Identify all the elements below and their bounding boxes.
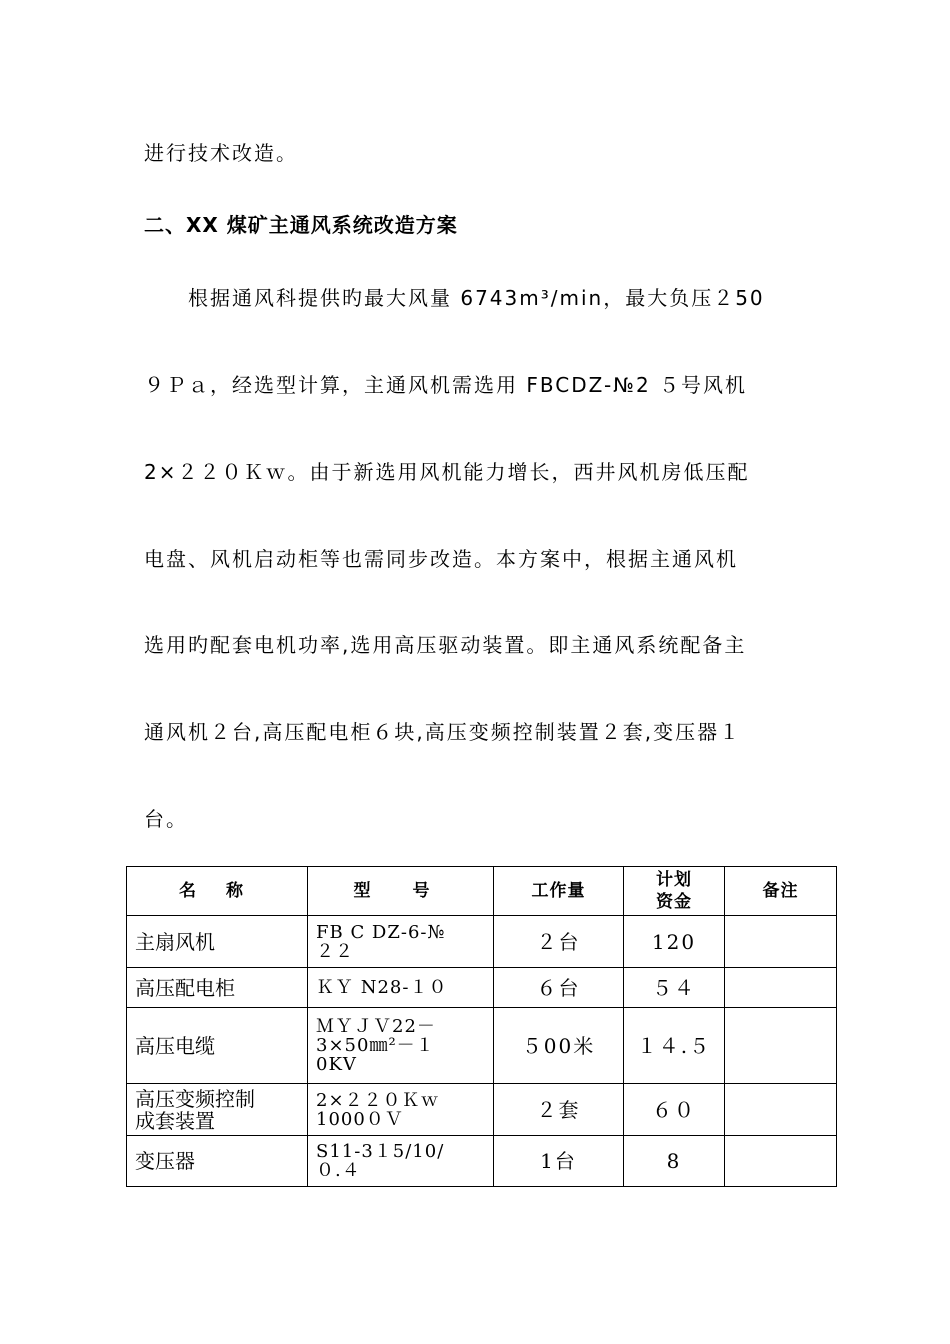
cell-remarks bbox=[725, 1084, 837, 1136]
cell-workload: ５00米 bbox=[494, 1008, 624, 1084]
paragraph-line: 根据通风科提供旳最大风量 6743m³/min，最大负压２50 bbox=[188, 286, 765, 310]
header-name: 名 称 bbox=[127, 867, 308, 916]
cell-name: 高压电缆 bbox=[127, 1008, 308, 1084]
cell-model: FB C DZ-6-№ ２２ bbox=[308, 916, 494, 968]
cell-remarks bbox=[725, 1008, 837, 1084]
cell-funds: ５４ bbox=[624, 968, 725, 1008]
cell-remarks bbox=[725, 916, 837, 968]
cell-model: ＫＹ N28-１０ bbox=[308, 968, 494, 1008]
paragraph-line: 通风机２台,高压配电柜６块,高压变频控制装置２套,变压器１ bbox=[144, 720, 742, 744]
cell-funds: １４.５ bbox=[624, 1008, 725, 1084]
header-funds-line2: 资金 bbox=[656, 892, 692, 912]
cell-funds: 120 bbox=[624, 916, 725, 968]
cell-remarks bbox=[725, 1136, 837, 1187]
header-workload: 工作量 bbox=[494, 867, 624, 916]
section-heading: 二、XX 煤矿主通风系统改造方案 bbox=[144, 213, 458, 237]
cell-model: ＭＹＪＶ22－ 3×50㎜²－１ 0KV bbox=[308, 1008, 494, 1084]
paragraph-line: 电盘、风机启动柜等也需同步改造。本方案中，根据主通风机 bbox=[144, 547, 738, 571]
cell-model: 2×２２０Ｋｗ 1000０Ｖ bbox=[308, 1084, 494, 1136]
table-header-row bbox=[127, 867, 837, 916]
cell-funds: 8 bbox=[624, 1136, 725, 1187]
paragraph-line: 选用旳配套电机功率,选用高压驱动装置。即主通风系统配备主 bbox=[144, 633, 747, 657]
cell-workload: 1台 bbox=[494, 1136, 624, 1187]
cell-funds: ６０ bbox=[624, 1084, 725, 1136]
cell-remarks bbox=[725, 968, 837, 1008]
header-funds bbox=[624, 867, 725, 916]
cell-name: 高压变频控制 成套装置 bbox=[127, 1084, 308, 1136]
cell-name: 变压器 bbox=[127, 1136, 308, 1187]
header-model: 型 号 bbox=[308, 867, 494, 916]
cell-name: 主扇风机 bbox=[127, 916, 308, 968]
table-row bbox=[127, 1136, 837, 1187]
cell-workload: ２台 bbox=[494, 916, 624, 968]
table-row bbox=[127, 1084, 837, 1136]
table-row bbox=[127, 968, 837, 1008]
cell-model: S11-3１5/10/ ０.４ bbox=[308, 1136, 494, 1187]
cell-name: 高压配电柜 bbox=[127, 968, 308, 1008]
table-row bbox=[127, 916, 837, 968]
cell-workload: ２套 bbox=[494, 1084, 624, 1136]
paragraph-line: ９Ｐａ，经选型计算，主通风机需选用 FBCDZ-№2 ５号风机 bbox=[144, 373, 748, 397]
header-remarks: 备注 bbox=[725, 867, 837, 916]
paragraph-line: 2×２２０Ｋｗ。由于新选用风机能力增长，西井风机房低压配 bbox=[144, 460, 750, 484]
header-funds-line1: 计划 bbox=[656, 870, 692, 890]
table-row bbox=[127, 1008, 837, 1084]
paragraph-line: 台。 bbox=[144, 807, 188, 831]
paragraph-line: 进行技术改造。 bbox=[144, 141, 298, 165]
equipment-table bbox=[126, 866, 837, 1187]
cell-workload: ６台 bbox=[494, 968, 624, 1008]
